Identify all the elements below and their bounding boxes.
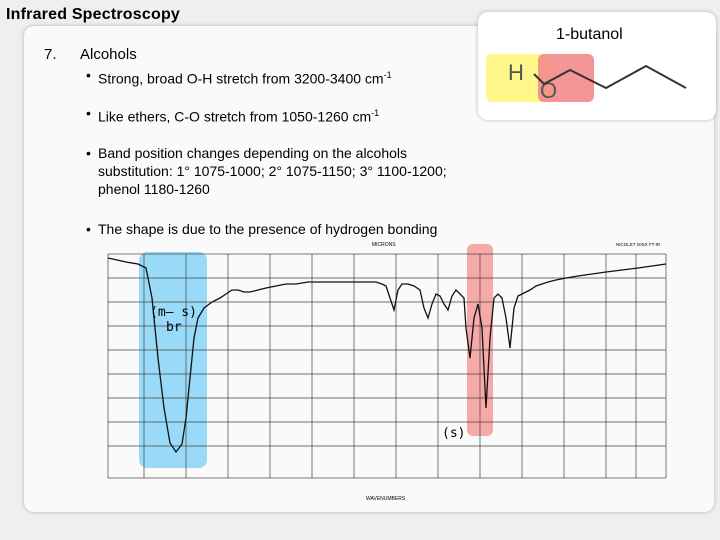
- section-number: 7.: [44, 46, 57, 63]
- annotation-co-intensity: (s): [442, 426, 466, 441]
- spectrum-brand: NICOLET 20SX FT-IR: [616, 242, 661, 247]
- bullet-oh-stretch: • Strong, broad O-H stretch from 3200-3400 $cm^{-1}$: [86, 67, 392, 87]
- oxygen-atom: O: [540, 78, 558, 103]
- molecule-card: [478, 12, 716, 120]
- x-axis-label: WAVENUMBERS: [366, 496, 406, 502]
- molecule-label: 1-butanol: [556, 26, 623, 43]
- annotation-oh-intensity: (m– s): [150, 305, 197, 320]
- bullet-co-stretch: • Like ethers, C-O stretch from 1050-1260 $cm^{-1}$: [86, 105, 380, 125]
- hydrogen-atom: H: [508, 60, 524, 85]
- molecule-structure: [478, 12, 716, 120]
- ir-spectrum: [86, 238, 678, 508]
- spectrum-trace: [108, 258, 666, 452]
- bullet-substitution: • Band position changes depending on the alcohols substitution: 1° 1075-1000; 2° 1075-1150; 3° 1100-1200; phenol 1180-1260: [86, 145, 447, 197]
- section-heading: Alcohols: [80, 46, 137, 63]
- slide-title: Infrared Spectroscopy: [6, 6, 181, 23]
- bullet-hydrogen-bonding: • The shape is due to the presence of hydrogen bonding: [86, 221, 438, 237]
- annotation-oh-broad: br: [166, 320, 182, 335]
- top-axis-label: MICRONS: [372, 242, 396, 248]
